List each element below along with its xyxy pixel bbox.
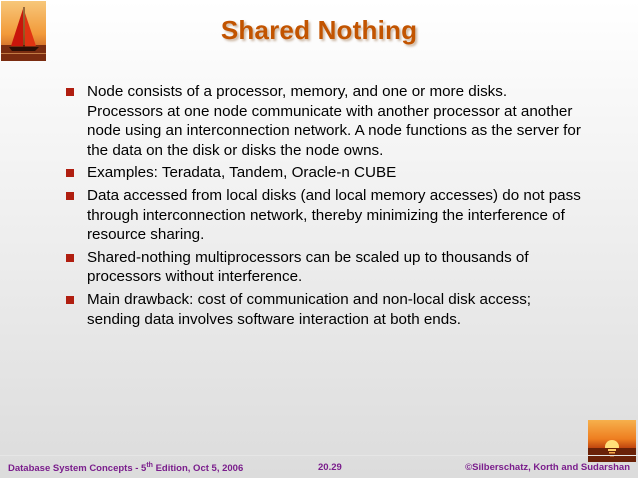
bullet-text: Shared-nothing multiprocessors can be scaled up to thousands of processors without interference.	[87, 248, 529, 286]
bullet-item	[66, 248, 586, 287]
footer-copyright: ©Silberschatz, Korth and Sudarshan	[465, 462, 630, 473]
bullet-text: Data accessed from local disks (and local memory accesses) do not pass through interconnection network, thereby minimizing the interference of resource sharing.	[87, 186, 581, 244]
bullet-text: Examples: Teradata, Tandem, Oracle-n CUBE	[87, 164, 397, 182]
footer	[0, 458, 638, 478]
footer-divider	[0, 455, 638, 456]
slide-title: Shared Nothing	[220, 15, 418, 45]
square-bullet-icon	[66, 254, 74, 262]
bullet-item	[66, 163, 586, 183]
square-bullet-icon	[66, 169, 74, 177]
footer-book-date: Edition, Oct 5, 2006	[152, 463, 244, 475]
bullet-text: Main drawback: cost of communication and non-local disk access; sending data involves software interaction at both ends.	[87, 290, 532, 328]
footer-book-text: Database System Concepts - 5	[8, 463, 147, 475]
bullet-text: Node consists of a processor, memory, and one or more disks. Processors at one node communicate with another processor at another node using an interconnection network. A node functions as the server for the data on the disk or disks the node owns.	[87, 83, 581, 159]
footer-page-number: 20.29	[318, 462, 342, 473]
square-bullet-icon	[66, 296, 74, 304]
footer-book-edition	[8, 462, 243, 474]
square-bullet-icon	[66, 192, 74, 200]
footer-book-sup: th	[146, 462, 153, 469]
bullet-item	[66, 290, 586, 329]
square-bullet-icon	[66, 88, 74, 96]
bullet-list	[66, 82, 586, 332]
bullet-item	[66, 186, 586, 245]
bullet-item	[66, 82, 586, 160]
